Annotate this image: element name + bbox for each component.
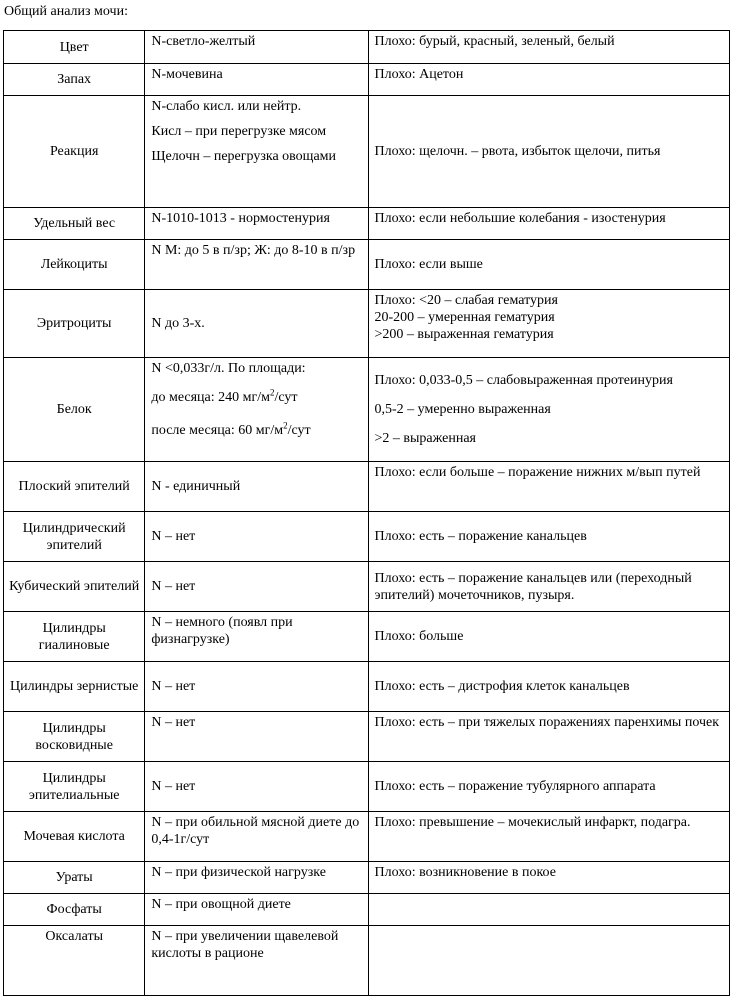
norm-text: /сут (274, 390, 298, 405)
norm-text: после месяца: 60 мг/м (151, 423, 284, 438)
parameter-cell: Белок (4, 358, 145, 462)
norm-cell: N до 3-х. (145, 290, 368, 358)
table-row (4, 290, 730, 358)
abnormal-cell: Плохо: возникновение в покое (368, 862, 730, 894)
abnormal-line: Плохо: 0,033-0,5 – слабовыраженная протеинурия (374, 373, 673, 388)
table-row (4, 894, 730, 926)
norm-cell: N – немного (появл при физнагрузке) (145, 612, 368, 662)
table-row (4, 358, 730, 462)
norm-cell: N – при овощной диете (145, 894, 368, 926)
abnormal-cell: Плохо: щелочн. – рвота, избыток щелочи, питья (368, 96, 730, 208)
abnormal-cell (368, 894, 730, 926)
table-row (4, 208, 730, 240)
norm-cell: N - единичный (145, 462, 368, 512)
abnormal-line: 0,5-2 – умеренно выраженная (374, 402, 551, 417)
abnormal-cell: Плохо: есть – поражение канальцев или (переходный эпителий) мочеточников, пузыря. (368, 562, 730, 612)
parameter-cell: Плоский эпителий (4, 462, 145, 512)
norm-cell (145, 96, 368, 208)
table-row (4, 762, 730, 812)
norm-line (151, 422, 361, 439)
abnormal-line: 20-200 – умеренная гематурия (374, 310, 555, 325)
urinalysis-table (3, 30, 730, 996)
norm-line (151, 389, 361, 406)
parameter-cell: Запах (4, 64, 145, 96)
norm-line: Кисл – при перегрузке мясом (151, 124, 327, 139)
parameter-cell: Удельный вес (4, 208, 145, 240)
table-row (4, 862, 730, 894)
abnormal-line: Плохо: <20 – слабая гематурия (374, 293, 558, 308)
norm-cell: N – нет (145, 512, 368, 562)
abnormal-cell: Плохо: есть – дистрофия клеток канальцев (368, 662, 730, 712)
parameter-cell: Цилиндры восковидные (4, 712, 145, 762)
table-row (4, 562, 730, 612)
parameter-cell: Ураты (4, 862, 145, 894)
norm-cell: N – нет (145, 762, 368, 812)
norm-line: N-слабо кисл. или нейтр. (151, 99, 302, 114)
table-row (4, 712, 730, 762)
norm-text: до месяца: 240 мг/м (151, 390, 271, 405)
abnormal-cell: Плохо: больше (368, 612, 730, 662)
parameter-cell: Цилиндрический эпителий (4, 512, 145, 562)
superscript: 2 (283, 420, 288, 431)
abnormal-cell (368, 358, 730, 462)
parameter-cell: Цилиндры зернистые (4, 662, 145, 712)
norm-cell: N – нет (145, 662, 368, 712)
table-row (4, 240, 730, 290)
abnormal-cell: Плохо: есть – поражение канальцев (368, 512, 730, 562)
abnormal-line: >2 – выраженная (374, 431, 476, 446)
page-title: Общий анализ мочи: (4, 4, 128, 19)
norm-cell: N-1010-1013 - нормостенурия (145, 208, 368, 240)
parameter-cell: Фосфаты (4, 894, 145, 926)
abnormal-cell: Плохо: если выше (368, 240, 730, 290)
abnormal-cell: Плохо: если небольшие колебания - изостенурия (368, 208, 730, 240)
parameter-cell: Цвет (4, 31, 145, 64)
parameter-cell: Лейкоциты (4, 240, 145, 290)
superscript: 2 (270, 387, 275, 398)
norm-text: /сут (287, 423, 311, 438)
table-row (4, 96, 730, 208)
abnormal-cell: Плохо: если больше – поражение нижних м/вып путей (368, 462, 730, 512)
norm-cell: N-мочевина (145, 64, 368, 96)
parameter-cell: Цилиндры эпителиальные (4, 762, 145, 812)
abnormal-line: >200 – выраженная гематурия (374, 327, 554, 342)
abnormal-cell: Плохо: есть – поражение тубулярного аппарата (368, 762, 730, 812)
abnormal-cell (368, 290, 730, 358)
table-row (4, 612, 730, 662)
table-row (4, 926, 730, 996)
table-row (4, 512, 730, 562)
abnormal-cell: Плохо: Ацетон (368, 64, 730, 96)
norm-cell: N – нет (145, 712, 368, 762)
norm-cell: N М: до 5 в п/зр; Ж: до 8-10 в п/зр (145, 240, 368, 290)
norm-line: N <0,033г/л. По площади: (151, 361, 306, 376)
norm-cell: N – при увеличении щавелевой кислоты в рационе (145, 926, 368, 996)
table-row (4, 812, 730, 862)
table-row (4, 64, 730, 96)
parameter-cell: Оксалаты (4, 926, 145, 996)
parameter-cell: Эритроциты (4, 290, 145, 358)
table-row (4, 462, 730, 512)
norm-cell: N-светло-желтый (145, 31, 368, 64)
parameter-cell: Цилиндры гиалиновые (4, 612, 145, 662)
norm-cell: N – при обильной мясной диете до 0,4-1г/сут (145, 812, 368, 862)
norm-cell (145, 358, 368, 462)
norm-cell: N – нет (145, 562, 368, 612)
abnormal-cell: Плохо: бурый, красный, зеленый, белый (368, 31, 730, 64)
parameter-cell: Мочевая кислота (4, 812, 145, 862)
table-row (4, 662, 730, 712)
abnormal-cell: Плохо: превышение – мочекислый инфаркт, подагра. (368, 812, 730, 862)
norm-line: Щелочн – перегрузка овощами (151, 149, 337, 164)
parameter-cell: Реакция (4, 96, 145, 208)
norm-cell: N – при физической нагрузке (145, 862, 368, 894)
abnormal-cell: Плохо: есть – при тяжелых поражениях паренхимы почек (368, 712, 730, 762)
table-row (4, 31, 730, 64)
parameter-cell: Кубический эпителий (4, 562, 145, 612)
abnormal-cell (368, 926, 730, 996)
